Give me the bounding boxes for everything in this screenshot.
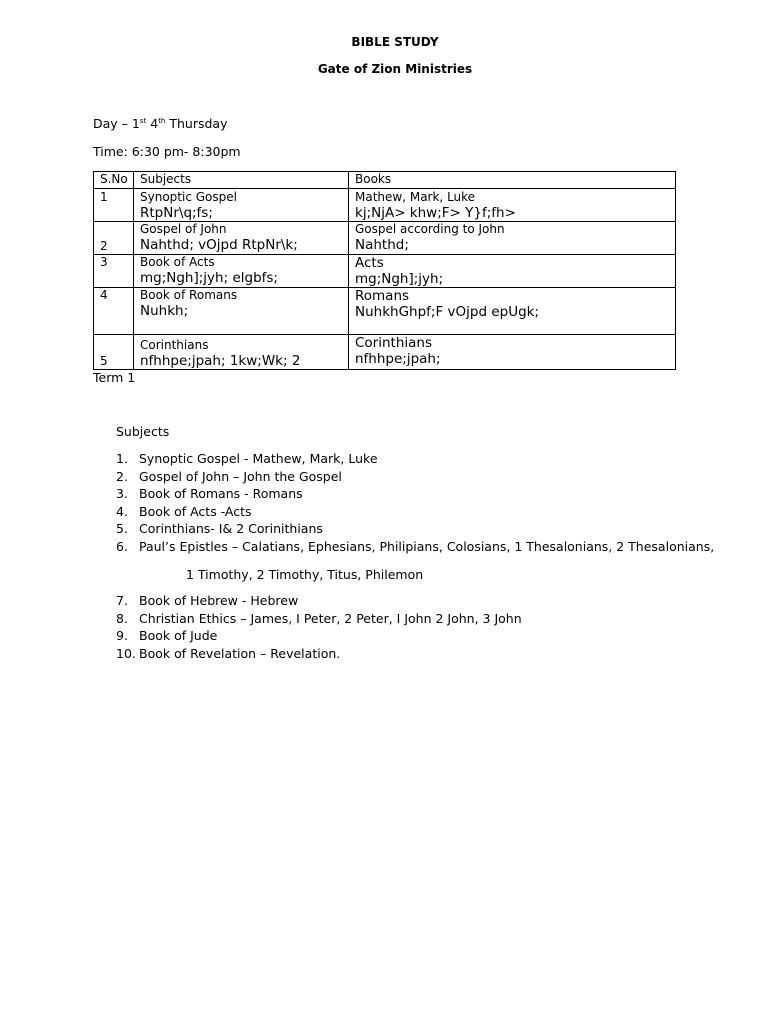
row-number: 4: [94, 288, 134, 335]
row-number: 5: [94, 335, 134, 370]
book-tamil: nfhhpe;jpah;: [355, 351, 441, 367]
list-number: 9.: [116, 628, 128, 644]
list-item: [116, 468, 714, 486]
subjects-list: [116, 450, 714, 663]
subject-cell: [134, 335, 349, 370]
term-label: Term 1: [93, 370, 136, 385]
book-tamil: Nahthd;: [355, 237, 409, 253]
list-number: 10.: [116, 645, 136, 661]
day-line: [93, 116, 227, 131]
subjects-heading: Subjects: [116, 424, 170, 439]
day-mid: 4: [146, 116, 159, 131]
list-number: 6.: [116, 538, 128, 554]
list-text: Gospel of John – John the Gospel: [139, 468, 342, 484]
book-cell: [349, 288, 676, 335]
subject-name: Corinthians: [140, 338, 209, 352]
book-name: Mathew, Mark, Luke: [355, 190, 476, 204]
list-number: 1.: [116, 451, 128, 466]
table-header-row: [94, 172, 676, 189]
schedule-table: [93, 171, 676, 370]
table-row: [94, 222, 676, 255]
subject-name: Synoptic Gospel: [140, 190, 237, 204]
day-suffix: Thursday: [165, 116, 228, 131]
subject-name: Gospel of John: [140, 222, 227, 236]
list-number: 2.: [116, 468, 128, 484]
list-item: [116, 520, 714, 538]
day-prefix: Day – 1: [93, 116, 140, 131]
subject-cell: [134, 189, 349, 222]
subject-name: Book of Romans: [140, 288, 238, 302]
table-row: [94, 335, 676, 370]
list-number: 4.: [116, 503, 128, 519]
list-item: [116, 592, 714, 610]
list-item: [116, 503, 714, 521]
subject-tamil: RtpNr\q;fs;: [140, 205, 213, 221]
time-line: Time: 6:30 pm- 8:30pm: [93, 144, 241, 159]
document-title: BIBLE STUDY: [351, 35, 439, 49]
list-number: 8.: [116, 610, 128, 626]
book-cell: [349, 255, 676, 288]
book-name: Corinthians: [355, 335, 433, 351]
subject-tamil: mg;Ngh];jyh; elgbfs;: [140, 270, 278, 286]
book-cell: [349, 222, 676, 255]
table-row: [94, 288, 676, 335]
book-name: Acts: [355, 255, 384, 271]
list-text: Book of Jude: [139, 628, 218, 644]
subject-tamil: nfhhpe;jpah; 1kw;Wk; 2: [140, 353, 301, 369]
list-text: Book of Hebrew - Hebrew: [139, 593, 299, 609]
list-text: Christian Ethics – James, I Peter, 2 Peter, I John 2 John, 3 John: [139, 610, 522, 626]
table-row: [94, 189, 676, 222]
header-sno: S.No: [94, 172, 134, 189]
list-item: [116, 485, 714, 503]
subject-cell: [134, 288, 349, 335]
list-text: Corinthians- I& 2 Corinithians: [139, 521, 323, 537]
book-cell: [349, 189, 676, 222]
header-books: Books: [349, 172, 676, 189]
book-name: Romans: [355, 288, 410, 304]
list-item: [116, 538, 714, 583]
day-sup-first: st: [139, 117, 147, 125]
subject-tamil: Nahthd; vOjpd RtpNr\k;: [140, 237, 298, 253]
list-number: 7.: [116, 593, 128, 609]
row-number: 1: [94, 189, 134, 222]
list-item: [116, 450, 714, 468]
header-subjects: Subjects: [134, 172, 349, 189]
day-sup-second: th: [158, 117, 166, 125]
row-number: 2: [94, 222, 134, 255]
list-text: Book of Revelation – Revelation.: [139, 645, 341, 661]
book-tamil: NuhkhGhpf;F vOjpd epUgk;: [355, 304, 540, 320]
list-item: [116, 610, 714, 628]
list-text: Book of Acts -Acts: [139, 503, 252, 519]
subject-tamil: Nuhkh;: [140, 303, 189, 319]
book-name: Gospel according to John: [355, 222, 505, 236]
subject-name: Book of Acts: [140, 255, 215, 269]
document-subtitle: Gate of Zion Ministries: [317, 62, 473, 76]
list-text: Paul’s Epistles – Calatians, Ephesians, Philipians, Colosians, 1 Thesalonians, 2 Thesalonians,: [139, 538, 715, 554]
list-text: Synoptic Gospel - Mathew, Mark, Luke: [139, 451, 378, 466]
list-item: [116, 627, 714, 645]
row-number: 3: [94, 255, 134, 288]
table-row: [94, 255, 676, 288]
book-tamil: mg;Ngh];jyh;: [355, 271, 444, 287]
list-text: Book of Romans - Romans: [139, 486, 303, 502]
book-cell: [349, 335, 676, 370]
subject-cell: [134, 222, 349, 255]
book-tamil: kj;NjA> khw;F> Y}f;fh>: [355, 205, 516, 221]
list-number: 5.: [116, 521, 128, 537]
list-text-continuation: 1 Timothy, 2 Timothy, Titus, Philemon: [186, 566, 424, 582]
list-item: [116, 645, 714, 663]
list-number: 3.: [116, 486, 128, 502]
subject-cell: [134, 255, 349, 288]
